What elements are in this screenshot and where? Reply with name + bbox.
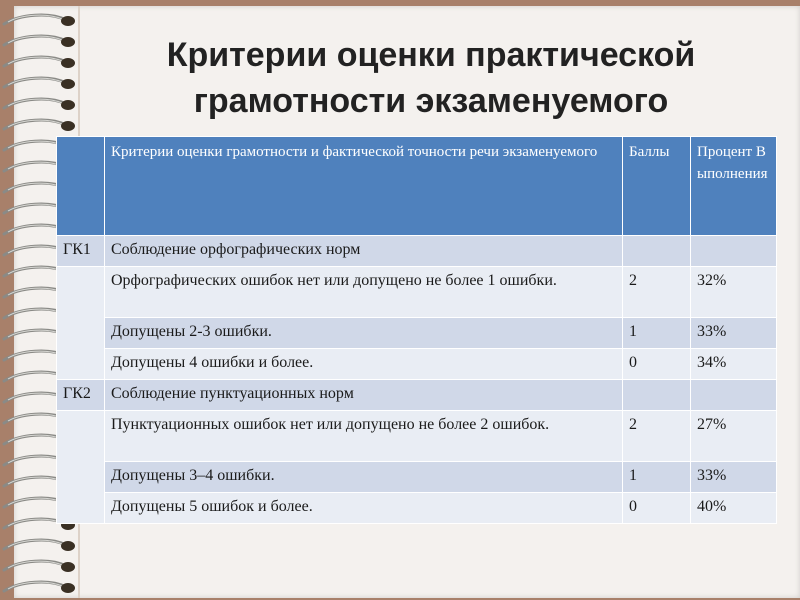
- group-spacer-cell: [57, 411, 105, 524]
- table-row: [57, 267, 777, 318]
- group-heading: Соблюдение пунктуационных норм: [105, 380, 623, 411]
- group-heading: Соблюдение орфографических норм: [105, 236, 623, 267]
- header-criteria: Критерии оценки грамотности и фактической точности речи экзаменуемого: [105, 137, 623, 236]
- group-code: ГК1: [57, 236, 105, 267]
- spiral-ring: [4, 582, 75, 593]
- criterion-cell: Орфографических ошибок нет или допущено не более 1 ошибки.: [105, 267, 623, 318]
- group-code: ГК2: [57, 380, 105, 411]
- percent-cell: 27%: [691, 411, 777, 462]
- empty-cell: [623, 236, 691, 267]
- table-row: [57, 318, 777, 349]
- spiral-ring: [4, 561, 75, 572]
- criterion-cell: Пунктуационных ошибок нет или допущено не более 2 ошибок.: [105, 411, 623, 462]
- spiral-ring: [4, 57, 75, 68]
- header-score: Баллы: [623, 137, 691, 236]
- spiral-ring: [4, 15, 75, 26]
- criterion-cell: Допущены 3–4 ошибки.: [105, 462, 623, 493]
- table-row: [57, 462, 777, 493]
- empty-cell: [691, 236, 777, 267]
- score-cell: 2: [623, 267, 691, 318]
- table-header-row: [57, 137, 777, 236]
- percent-cell: 33%: [691, 462, 777, 493]
- table-row: [57, 411, 777, 462]
- score-cell: 2: [623, 411, 691, 462]
- percent-cell: 34%: [691, 349, 777, 380]
- group-spacer-cell: [57, 267, 105, 380]
- score-cell: 0: [623, 349, 691, 380]
- criterion-cell: Допущены 5 ошибок и более.: [105, 493, 623, 524]
- spiral-ring: [4, 36, 75, 47]
- empty-cell: [691, 380, 777, 411]
- percent-cell: 33%: [691, 318, 777, 349]
- percent-cell: 32%: [691, 267, 777, 318]
- spiral-ring: [4, 540, 75, 551]
- percent-cell: 40%: [691, 493, 777, 524]
- table-row: [57, 493, 777, 524]
- spiral-ring: [4, 99, 75, 110]
- header-percent: Процент Выполнения: [691, 137, 777, 236]
- score-cell: 1: [623, 318, 691, 349]
- spiral-ring: [4, 120, 75, 131]
- group-row-gk2: [57, 380, 777, 411]
- criteria-table: [56, 136, 777, 524]
- group-row-gk1: [57, 236, 777, 267]
- slide-title: Критерии оценки практической грамотности экзаменуемого: [166, 36, 696, 120]
- criterion-cell: Допущены 2-3 ошибки.: [105, 318, 623, 349]
- spiral-ring: [4, 78, 75, 89]
- empty-cell: [623, 380, 691, 411]
- table-row: [57, 349, 777, 380]
- header-code: [57, 137, 105, 236]
- score-cell: 1: [623, 462, 691, 493]
- score-cell: 0: [623, 493, 691, 524]
- criterion-cell: Допущены 4 ошибки и более.: [105, 349, 623, 380]
